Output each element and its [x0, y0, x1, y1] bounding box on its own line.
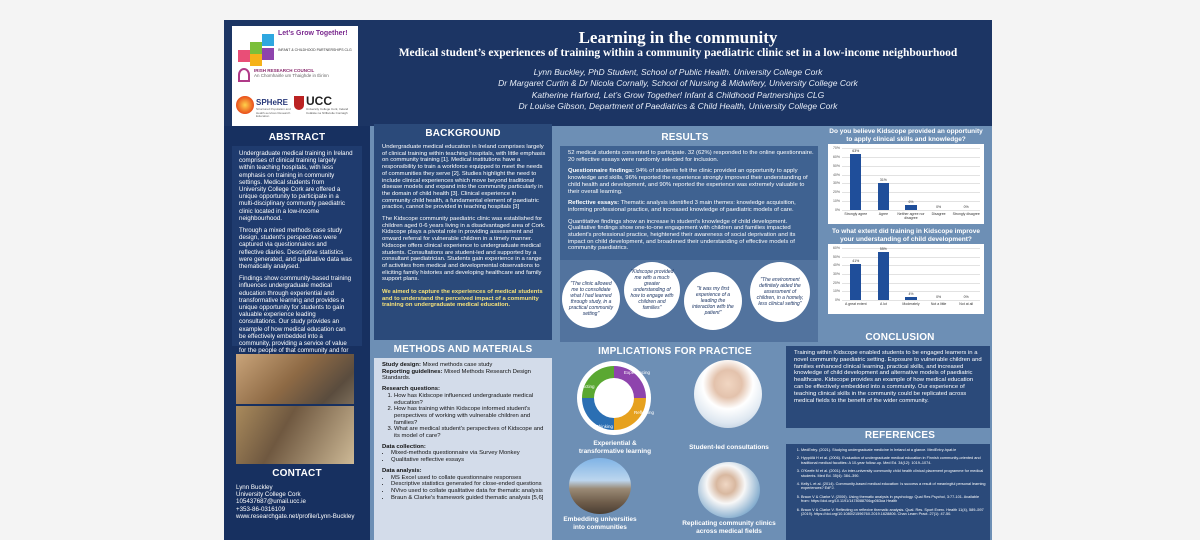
- y-tick-label: 40%: [832, 172, 840, 177]
- x-tick-label: Neither agree nor disagree: [897, 212, 925, 220]
- abstract-text: [239, 150, 353, 362]
- lets-grow-together-logo: [236, 28, 276, 66]
- conclusion-box: [786, 346, 990, 428]
- bar-value-label: 31%: [879, 177, 887, 182]
- bar-value-label: 0%: [963, 295, 969, 299]
- collection-label-text: Data collection:: [382, 443, 426, 450]
- rq-label-text: Research questions:: [382, 386, 440, 393]
- cycle-label: Thinking: [596, 424, 614, 429]
- poster-title: Learning in the community: [578, 28, 778, 47]
- x-tick-label: A great extent: [844, 302, 867, 306]
- chart-bar: [850, 154, 861, 210]
- chart-bar: [878, 252, 889, 300]
- chart-bar: [878, 183, 889, 210]
- results-box: [560, 146, 818, 260]
- analysis-item: • MS Excel used to collate questionnaire responses: [391, 475, 548, 482]
- implication-caption: Replicating community clinics across medical fields: [682, 520, 776, 535]
- reflective-text: Thematic analysis identified 3 main themes: knowledge acquisition, informing professional practice, and increased knowledge of paediatric models of care.: [568, 200, 796, 213]
- analysis-item: • Braun & Clarke's framework guided thematic analysis [5,6]: [391, 495, 548, 502]
- reference-item: 5. Braun V & Clarke V. (2006). Using thematic analysis in psychology. Qual Res Psychol, 3:77-101. Available from: https://doi.org/10.1191/1478088706qp063oa Health: [801, 495, 986, 504]
- ucc-name: UCC: [306, 94, 332, 108]
- sphere-name: SPHeRE: [256, 98, 289, 107]
- study-design-label: Study design:: [382, 362, 421, 368]
- irc-logo: [254, 68, 354, 88]
- gridline: [842, 257, 980, 258]
- author-line: Lynn Buckley, PhD Student, School of Public Health. University College Cork: [533, 67, 823, 77]
- cycle-label: Reflecting: [634, 410, 654, 415]
- questionnaire-label: Questionnaire findings:: [568, 168, 635, 175]
- abstract-p3: Findings show community-based training influences undergraduate medical education through experiential and transformative learning and provides a unique opportunity for students to gain valuable experience leading consultations. Our study provides an example of how medical education can be effectively embedded into a community, providing a service of value for the people of that community and for: [239, 275, 352, 355]
- y-tick-label: 20%: [832, 280, 840, 285]
- x-tick-label: Strongly agree: [844, 212, 868, 216]
- clinic-photo-2: [236, 404, 354, 464]
- irc-name: IRISH RESEARCH COUNCIL: [254, 68, 315, 73]
- city-photo: [569, 458, 631, 514]
- x-tick-label: Not a little: [930, 302, 947, 306]
- x-tick-label: Disagree: [931, 212, 946, 216]
- implication-caption: Experiential & transformative learning: [578, 440, 652, 455]
- references-heading: REFERENCES: [864, 430, 936, 441]
- background-p1: Undergraduate medical education in Ireland comprises largely of clinical training within teaching hospitals, with little emphasis on community training [1]. Medical institutions have a responsibility to train a workforce equipped to meet the needs of communities they serve [2]. Studies highlight the need to include clinical experiences which move beyond traditional disease models and expand into the community particularly in the domain of child health [3]. Clinical experience in community child health, a fundamental element of paediatric practice, cannot be provided in teaching hospitals [3]: [382, 144, 546, 211]
- conclusion-text: Training within Kidscope enabled students to be engaged learners in a novel community paediatric setting. Exposure to vulnerable children and families enhanced clinical learning, practical skills, and increased knowledge of child development and alternative models of paediatric healthcare. Kidscope provides an example of how medical education can be effectively embedded into a community. Our experience of teaching clinical skills in the community could be replicated across medical fields to the benefit of the wider community.: [794, 350, 982, 404]
- references-text: [792, 448, 986, 520]
- y-tick-label: 0%: [834, 208, 840, 212]
- author-list: [364, 67, 992, 112]
- clinic-consultation-photo: [698, 462, 760, 518]
- chart2-title: To what extent did training in Kidscope improve your understanding of child development?: [832, 228, 980, 243]
- chart-bar: [905, 297, 916, 300]
- lgt-sub: INFANT & CHILDHOOD PARTNERSHIPS CLG: [278, 48, 352, 52]
- abstract-p2: Through a mixed methods case study design, student's perspectives were captured via questionnaires and reflective diaries. Descriptive statistics were generated, and qualitative data was thematically analysed.: [239, 227, 352, 271]
- background-heading: BACKGROUND: [425, 128, 501, 139]
- irc-icon: [238, 68, 250, 82]
- references-list: [792, 448, 986, 516]
- chart2: [828, 244, 984, 314]
- author-line: Katherine Harford, Let’s Grow Together! Infant & Childhood Partnerships CLG: [531, 89, 825, 100]
- background-aim: We aimed to capture the experiences of medical students and to understand the perceived impact of a community training on undergraduate medical education.: [382, 289, 543, 309]
- irc-sub: An Chomhairle um Thaighde in Éirinn: [254, 73, 329, 78]
- gridline: [842, 166, 980, 167]
- collection-item: • Qualitative reflective essays: [391, 457, 548, 464]
- quotes-panel: [560, 260, 818, 342]
- y-tick-label: 60%: [832, 246, 840, 250]
- sphere-sun-icon: [236, 96, 254, 114]
- questionnaire-text: 94% of students felt the clinic provided an opportunity to apply knowledge and skills, 96% reported the experience strongly improved their understanding of child health and development, and 90% reported the experience was extremely valuable to their overall learning.: [568, 168, 808, 195]
- y-tick-label: 10%: [832, 199, 840, 204]
- analysis-list: [382, 475, 548, 502]
- gridline: [842, 265, 980, 266]
- reference-item: 3. O'Keefe M et al. (2001). An inter-university community child health clinical placement programme for medical students. Med Ed. 35(4): 384–390.: [801, 469, 986, 478]
- clinic-photo: [236, 354, 354, 462]
- background-p2: The Kidscope community paediatric clinic was established for children aged 0-6 years living in a disadvantaged area of Cork. Kidscope plays a pivotal role in providing assessment and onward referral for vulnerable children in a timely manner. Kidscope offers clinical experience to undergraduate medical students. Consultations are student-led and supported by a consultant paediatrician. Students gain experience in a range of activities from medical and developmental observations to eliciting family histories and developing healthcare and family support plans.: [382, 216, 546, 283]
- abstract-heading: ABSTRACT: [268, 132, 326, 143]
- study-design-value: Mixed methods case study: [420, 362, 493, 368]
- results-text: [568, 150, 814, 252]
- x-tick-label: Agree: [878, 212, 889, 216]
- ucc-logo: [294, 94, 354, 122]
- bar-value-label: 0%: [936, 295, 942, 299]
- implications-heading: IMPLICATIONS FOR PRACTICE: [598, 346, 752, 357]
- quote-bubble: "The clinic allowed me to consolidate what I had learned through study, in a practical community setting": [562, 270, 620, 328]
- reference-item: 6. Braun V & Clarke V. Reflecting on reflexive thematic analysis. Qual. Res. Sport Exerc. Health 11(4), 589–597 (2019). https://doi.org/10.1080/2159676X.2019.1628806. Chan Learn Pract. 27(1): 47-50.: [801, 508, 986, 517]
- bar-value-label: 6%: [908, 199, 914, 204]
- bar-value-label: 55%: [879, 247, 887, 252]
- study-design: [382, 362, 548, 369]
- y-tick-label: 10%: [832, 289, 840, 294]
- lgt-name: Let’s Grow Together!: [278, 30, 348, 37]
- author-line: Dr Louise Gibson, Department of Paediatrics & Child Health, University College Cork: [518, 100, 838, 111]
- reference-item: 1. MedEntry. (2021). Studying undergraduate medicine in Ireland at a glance. MedEntry-hpat.ie: [801, 448, 986, 452]
- contact-details: [236, 484, 366, 520]
- conclusion-heading: CONCLUSION: [865, 332, 935, 343]
- y-tick-label: 0%: [834, 298, 840, 302]
- research-question: 3. What are medical student's perspectives of Kidscope and its model of care?: [394, 426, 548, 439]
- background-box: [374, 124, 552, 340]
- gridline: [842, 283, 980, 284]
- bar-value-label: 0%: [936, 205, 942, 209]
- chart-bar: [905, 205, 916, 210]
- y-tick-label: 40%: [832, 263, 840, 268]
- results-intro: 52 medical students consented to participate. 32 (62%) responded to the online questionnaire. 20 reflective essays were randomly selected for inclusion.: [568, 150, 814, 163]
- quote-bubble: "The environment definitely aided the assessment of children, in a homely, less clinical setting": [750, 262, 810, 322]
- quote-bubble: "Kidscope provided me with a much greater understanding of how to engage with children and families": [624, 262, 680, 318]
- contact-heading: CONTACT: [272, 468, 322, 479]
- quote-bubble: "It was my first experience of a leading the interaction with the patient": [684, 272, 742, 330]
- left-column: [224, 126, 370, 540]
- chart1: [828, 144, 984, 224]
- methods-box: [374, 358, 552, 540]
- cycle-label: Experiencing: [624, 370, 651, 375]
- sphere-logo: [236, 92, 290, 122]
- research-questions: [382, 393, 548, 440]
- x-tick-label: Strongly disagree: [952, 212, 980, 216]
- contact-phone: +353-86-0316109: [236, 505, 286, 513]
- results-reflective: [568, 200, 814, 213]
- research-question: 2. How has training within Kidscope informed student's perspectives of working with vulnerable children and families?: [394, 406, 548, 426]
- poster-header: [224, 20, 992, 126]
- bar-value-label: 41%: [852, 259, 860, 264]
- bar-value-label: 63%: [852, 149, 860, 154]
- collection-item: • Mixed-methods questionnaire via Survey Monkey: [391, 450, 548, 457]
- reflective-label: Reflective essays:: [568, 200, 620, 207]
- author-line: Dr Margaret Curtin & Dr Nicola Cornally, School of Nursing & Midwifery, University College Cork: [498, 78, 858, 89]
- poster: [224, 20, 992, 540]
- contact-email[interactable]: 105437687@umail.ucc.ie: [236, 498, 306, 506]
- abstract-box: [232, 146, 362, 355]
- y-tick-label: 50%: [832, 163, 840, 168]
- results-questionnaire: [568, 168, 814, 195]
- cycle-label: Acting: [582, 384, 595, 389]
- implication-caption: Student-led consultations: [689, 444, 769, 451]
- gridline: [842, 210, 980, 211]
- y-tick-label: 30%: [832, 181, 840, 186]
- analysis-label: [382, 468, 548, 475]
- collection-list: [382, 450, 548, 463]
- abstract-p1: Undergraduate medical training in Ireland comprises of clinical training largely within teaching hospitals, with less emphasis on training in community settings. Medical students from University College Cork are offered a unique opportunity to participate in a multi-disciplinary community paediatric clinic located in a low-income neighbourhood.: [239, 150, 353, 222]
- gridline: [842, 192, 980, 193]
- research-question: 1. How has Kidscope influenced undergraduate medical education?: [394, 393, 548, 406]
- gridline: [842, 183, 980, 184]
- learning-cycle-diagram: [574, 358, 654, 438]
- logo-panel: [232, 26, 358, 126]
- gridline: [842, 175, 980, 176]
- y-tick-label: 70%: [832, 146, 840, 150]
- y-tick-label: 50%: [832, 254, 840, 259]
- rq-label: [382, 386, 548, 393]
- x-tick-label: A lot: [879, 302, 887, 306]
- chart1-title: Do you believe Kidscope provided an opportunity to apply clinical skills and knowledge?: [829, 128, 983, 143]
- reporting: [382, 369, 548, 382]
- reference-item: 4. Kelly L et al. (2014). Community-based medical education: Is success a result of meaningful personal learning experiences? EdFJ.: [801, 482, 986, 491]
- x-tick-label: Moderately: [902, 302, 920, 306]
- contact-org: University College Cork: [236, 491, 301, 499]
- reference-item: 2. Hyppölä H et al. (2006). Evaluation of undergraduate medical education in Finnish community-oriented and traditional medical faculties: A 10-year follow-up. Med Ed. 34(12): 1019–1074.: [801, 456, 986, 465]
- results-heading: RESULTS: [661, 132, 709, 143]
- gridline: [842, 157, 980, 158]
- reporting-value: Mixed Methods Research Design Standards.: [382, 368, 531, 382]
- chart-bar: [850, 264, 861, 300]
- contact-website[interactable]: www.researchgate.net/profile/Lynn-Buckley: [236, 512, 355, 520]
- analysis-item: • Descriptive statistics generated for close-ended questions: [391, 481, 548, 488]
- collection-label: [382, 444, 548, 451]
- gridline: [842, 300, 980, 301]
- ucc-sub: University College Cork, Ireland Coláiste na hOllscoile Corcaigh: [306, 107, 349, 115]
- references-box: [786, 444, 990, 540]
- gridline: [842, 274, 980, 275]
- results-quantitative: Quantitative findings show an increase in student's knowledge of child development. Qualitative findings show one-to-one engagement with children and families impacted student's professional practice, heightened their awareness of social deprivation and its impact on child development, and broadened their understanding of effective models of community paediatrics.: [568, 218, 796, 252]
- methods-text: [382, 362, 548, 501]
- y-tick-label: 60%: [832, 154, 840, 159]
- reporting-label: Reporting guidelines:: [382, 368, 443, 375]
- background-text: [382, 144, 546, 309]
- x-tick-label: Not at all: [959, 302, 974, 306]
- methods-heading: METHODS AND MATERIALS: [393, 344, 533, 355]
- bar-value-label: 4%: [908, 291, 914, 296]
- y-tick-label: 20%: [832, 190, 840, 195]
- bar-value-label: 0%: [963, 205, 969, 209]
- analysis-item: • NVivo used to collate qualitative data for thematic analysis: [391, 488, 548, 495]
- sphere-sub: Structured Population and Health-services Research Education: [256, 107, 291, 118]
- poster-subtitle: Medical student’s experiences of training within a community paediatric clinic set in a low-income neighbourhood: [398, 47, 958, 59]
- implication-caption: Embedding universities into communities: [563, 516, 637, 531]
- doctors-photo: [694, 360, 762, 428]
- analysis-label-text: Data analysis:: [382, 467, 422, 474]
- ucc-crest-icon: [294, 96, 304, 110]
- y-tick-label: 30%: [832, 272, 840, 276]
- contact-name: Lynn Buckley: [236, 484, 273, 491]
